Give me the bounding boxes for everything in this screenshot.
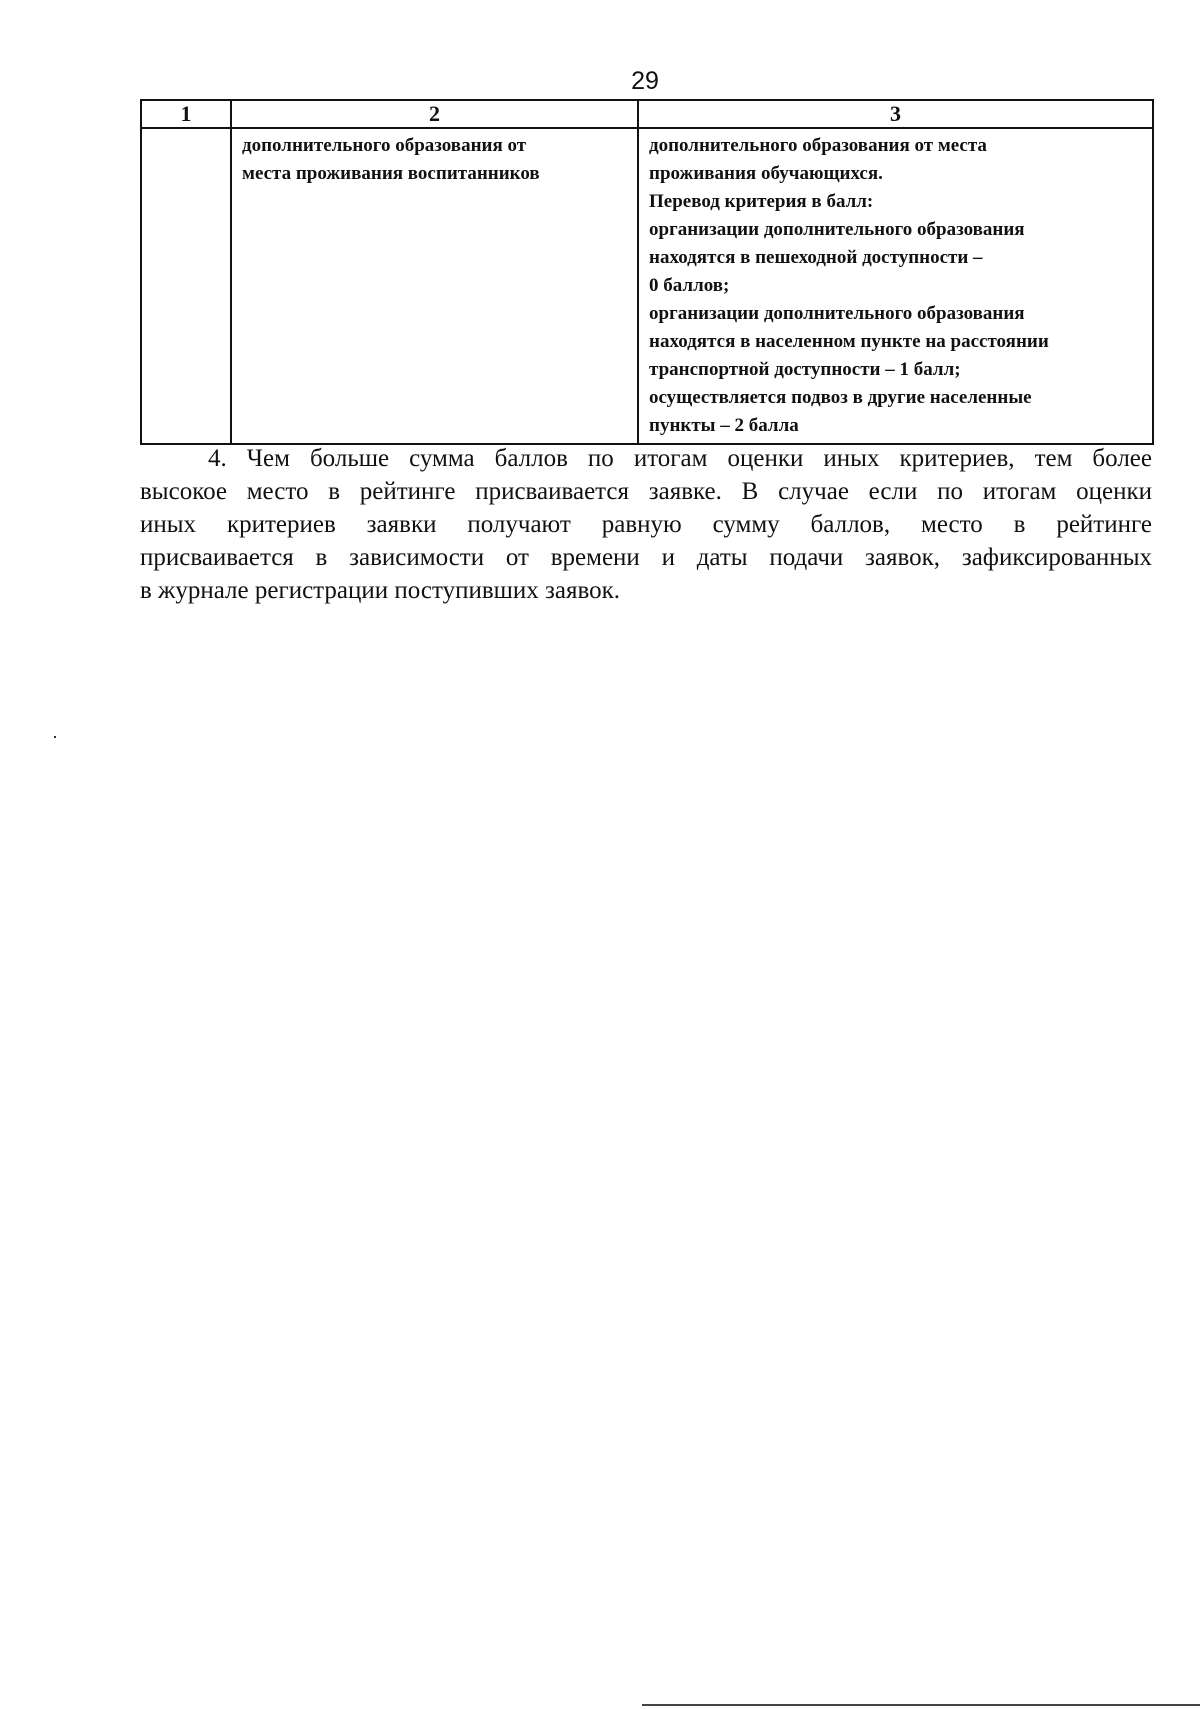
- table-cell-col-3: [638, 128, 1153, 444]
- cell-text-line: осуществляется подвоз в другие населенные: [649, 387, 1032, 408]
- scan-speck: [54, 736, 56, 738]
- cell-text-line: дополнительного образования от: [242, 135, 527, 156]
- table-header-col-3: 3: [638, 100, 1153, 128]
- cell-text-line: проживания обучающихся.: [649, 163, 883, 184]
- table-cell-col-2: [231, 128, 638, 444]
- table-header-col-2: 2: [231, 100, 638, 128]
- cell-text-line: организации дополнительного образования: [649, 219, 1025, 240]
- table-header-col-1: 1: [141, 100, 231, 128]
- criteria-table: [140, 99, 1154, 445]
- cell-text-line: находятся в населенном пункте на расстоянии: [649, 331, 1049, 352]
- cell-text-line: организации дополнительного образования: [649, 303, 1025, 324]
- paragraph-line: 4. Чем больше сумма баллов по итогам оценки иных критериев, тем более: [208, 445, 1152, 472]
- bottom-rule: [642, 1704, 1200, 1706]
- cell-text-line: 0 баллов;: [649, 275, 730, 296]
- cell-text-line: дополнительного образования от места: [649, 135, 987, 156]
- table-cell-col-1: [141, 128, 231, 444]
- table-row: [141, 128, 1153, 444]
- paragraph-line: присваивается в зависимости от времени и даты подачи заявок, зафиксированных: [140, 544, 1152, 571]
- cell-text-line: Перевод критерия в балл:: [649, 191, 874, 212]
- cell-text-line: пункты – 2 балла: [649, 415, 799, 436]
- page-number: 29: [631, 67, 659, 95]
- paragraph-line: высокое место в рейтинге присваивается заявке. В случае если по итогам оценки: [140, 478, 1152, 505]
- cell-text-line: места проживания воспитанников: [242, 163, 540, 184]
- body-paragraph: [140, 442, 1152, 607]
- paragraph-line: иных критериев заявки получают равную сумму баллов, место в рейтинге: [140, 511, 1152, 538]
- paragraph-line: в журнале регистрации поступивших заявок.: [140, 577, 621, 604]
- cell-text-line: транспортной доступности – 1 балл;: [649, 359, 961, 380]
- table-header-row: [141, 100, 1153, 128]
- cell-text-line: находятся в пешеходной доступности –: [649, 247, 983, 268]
